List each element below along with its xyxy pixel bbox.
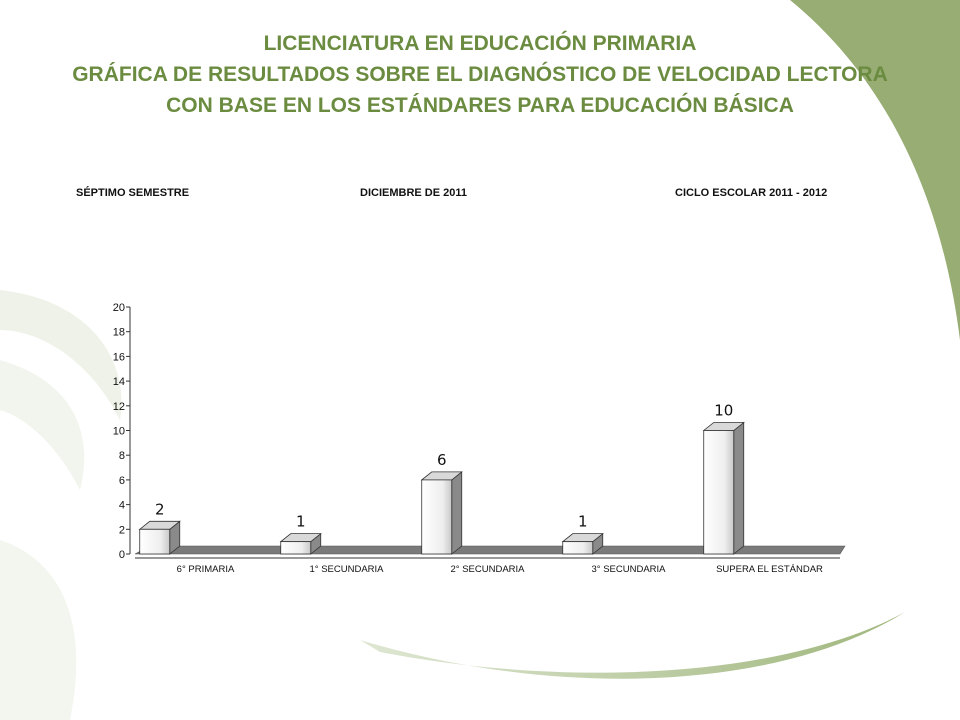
y-tick-label: 18 <box>112 326 125 339</box>
y-tick-label: 16 <box>112 351 125 364</box>
title-line-3: CON BASE EN LOS ESTÁNDARES PARA EDUCACIÓN BÁSICA <box>166 94 794 117</box>
bar-front <box>140 529 170 554</box>
y-tick-label: 14 <box>112 376 125 389</box>
bar-side <box>734 423 744 555</box>
bar <box>563 534 603 554</box>
y-tick-label: 2 <box>118 524 125 537</box>
title-line-2: GRÁFICA DE RESULTADOS SOBRE EL DIAGNÓSTICO DE VELOCIDAD LECTORA <box>72 63 888 86</box>
data-label: 6 <box>436 450 447 469</box>
y-tick-label: 10 <box>112 425 125 438</box>
bar-front <box>563 542 593 554</box>
y-tick-label: 4 <box>118 499 125 512</box>
data-label: 1 <box>295 512 306 531</box>
semester-label: SÉPTIMO SEMESTRE <box>76 187 190 199</box>
category-label: SUPERA EL ESTÁNDAR <box>716 564 823 575</box>
date-label: DICIEMBRE DE 2011 <box>360 187 467 199</box>
bar-front <box>704 431 734 555</box>
bar-side <box>452 472 462 554</box>
data-label: 1 <box>577 512 588 531</box>
category-label: 2° SECUNDARIA <box>450 564 525 575</box>
y-tick-label: 6 <box>118 474 125 487</box>
y-tick-label: 20 <box>112 302 125 314</box>
y-tick-label: 0 <box>118 549 125 561</box>
y-tick-label: 12 <box>112 400 125 413</box>
data-label: 10 <box>714 401 734 420</box>
data-label: 2 <box>154 500 165 519</box>
y-tick-label: 8 <box>118 450 125 463</box>
bar <box>281 534 321 554</box>
cycle-label: CICLO ESCOLAR 2011 - 2012 <box>675 187 828 199</box>
title-line-1: LICENCIATURA EN EDUCACIÓN PRIMARIA <box>263 32 697 55</box>
bar-front <box>422 480 452 554</box>
bar-layer <box>140 423 744 555</box>
bar <box>704 423 744 555</box>
bar-front <box>281 542 311 554</box>
category-label: 3° SECUNDARIA <box>591 564 666 575</box>
category-label: 1° SECUNDARIA <box>309 564 384 575</box>
bar <box>422 472 462 554</box>
category-label: 6° PRIMARIA <box>176 564 235 575</box>
bar <box>140 521 180 554</box>
